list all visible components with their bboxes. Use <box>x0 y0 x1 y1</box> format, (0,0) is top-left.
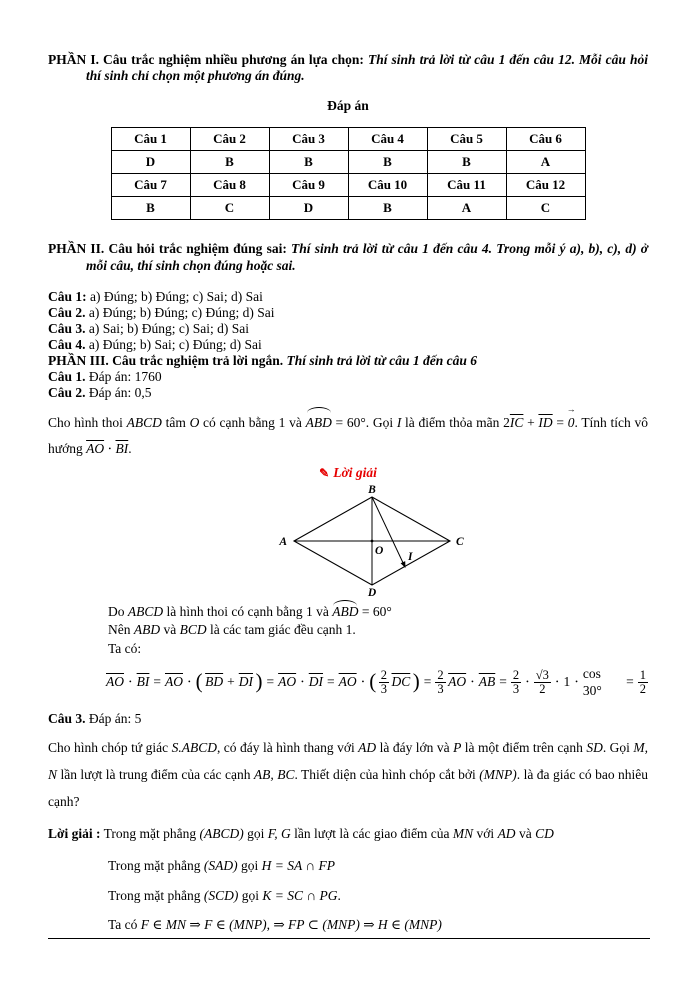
text-run: . là đa giác có bao nhiêu cạnh? <box>48 766 649 809</box>
pen-icon: ✎ <box>319 466 330 481</box>
vector-term: $\overline{AO}$ <box>278 674 297 690</box>
text-run: gọi <box>237 857 262 873</box>
math-var: ABCD <box>127 603 164 619</box>
equals-sign: = <box>266 674 275 690</box>
denominator: 3 <box>380 682 387 697</box>
equals-sign: = <box>423 674 432 690</box>
text-run: Cho hình chóp tứ giác <box>48 739 172 755</box>
denominator: 2 <box>639 682 646 697</box>
math-var: (MNP) <box>479 766 517 782</box>
math-expression: K = SC ∩ PG <box>262 887 338 903</box>
answer-cell: Câu 3 <box>269 128 348 151</box>
text-run: , có đáy là hình thang với <box>216 739 359 755</box>
table-row <box>111 174 585 197</box>
numerator: 2 <box>380 667 387 682</box>
question-label: Câu 3. <box>48 320 86 336</box>
math-var: MN <box>452 825 474 841</box>
vector-term: $\overline{BI}$ <box>136 674 150 690</box>
answer-cell: Câu 2 <box>190 128 269 151</box>
vector-term: $\overline{ID}$ <box>538 414 553 430</box>
left-paren: ( <box>195 669 203 694</box>
rhombus-figure-wrap <box>100 484 648 602</box>
part1-heading <box>48 52 648 85</box>
question-label: Câu 2. <box>48 304 86 320</box>
right-paren: ) <box>255 669 263 694</box>
answer-text: Đáp án: 5 <box>85 710 142 726</box>
math-var: AD <box>497 825 516 841</box>
part2-answer-line <box>48 337 648 353</box>
part1-heading-italic: Thí sinh trả lời từ câu 1 đến câu 12. Mỗi câu hỏi thí sinh chỉ chọn một phương án đúng. <box>86 52 648 84</box>
fraction <box>435 669 445 697</box>
answer-cell: Câu 7 <box>111 174 190 197</box>
equals-sign: = <box>327 674 335 690</box>
math-var: O <box>189 414 200 430</box>
solution-line-1 <box>108 603 648 622</box>
numerator: √3 <box>535 667 549 682</box>
part1-heading-bold: PHẦN I. Câu trắc nghiệm nhiều phương án lựa chọn: <box>48 52 368 67</box>
dot-operator: ⋅ <box>360 674 366 690</box>
numerator: 1 <box>639 667 646 682</box>
solution2-line-2 <box>108 856 648 877</box>
denominator: 2 <box>539 682 546 697</box>
vector-term: $\overline{DC}$ <box>391 674 411 690</box>
question-label: Câu 2. <box>48 384 86 400</box>
math-var: ABCD <box>126 414 162 430</box>
fraction <box>534 669 551 697</box>
answer-cell: C <box>506 197 585 220</box>
answer-cell: Câu 12 <box>506 174 585 197</box>
point-label-i: I <box>407 551 412 564</box>
solution-line-3 <box>108 640 648 659</box>
left-paren: ( <box>369 669 377 694</box>
question-label: Câu 3. <box>48 710 86 726</box>
text-run: Trong mặt phẳng <box>108 887 204 903</box>
vertex-label-a: A <box>278 536 287 549</box>
answer-cell: Câu 9 <box>269 174 348 197</box>
dot-operator: ⋅ <box>525 674 530 690</box>
vector-term: $\overline{AO}$ <box>338 674 357 690</box>
text-run: = 60° <box>358 603 392 619</box>
solution-heading <box>48 465 648 481</box>
answer-cell: Câu 10 <box>348 174 427 197</box>
text-run: , <box>266 917 274 933</box>
text-run: và <box>160 622 180 638</box>
answer-table <box>111 127 586 220</box>
text-run: . Thiết diện của hình chóp cắt bởi <box>294 766 480 782</box>
math-var: (ABCD) <box>199 825 244 841</box>
answer-cell: B <box>427 151 506 174</box>
text-run: lần lượt là trung điểm của các cạnh <box>57 766 254 782</box>
fraction <box>379 669 389 697</box>
math-expression: F ∈ MN ⇒ F ∈ (MNP) <box>140 917 267 933</box>
math-var: S.ABCD <box>171 739 217 755</box>
answer-cell: D <box>111 151 190 174</box>
vertex-label-d: D <box>367 587 376 599</box>
answer-text: a) Sai; b) Đúng; c) Sai; d) Sai <box>85 320 249 336</box>
vertex-label-b: B <box>367 484 376 497</box>
angle-term: ABD <box>306 410 332 436</box>
text-run: có cạnh bằng 1 và <box>199 414 306 430</box>
dot-operator: ⋅ <box>470 674 475 690</box>
part2-answer-line <box>48 305 648 321</box>
answer-cell: Câu 1 <box>111 128 190 151</box>
vector-term: $\overline{AO}$ <box>448 674 467 690</box>
text-run: gọi <box>238 887 263 903</box>
table-row <box>111 197 585 220</box>
text-run: là đáy lớn và <box>376 739 454 755</box>
part2-heading-bold: PHẦN II. Câu hỏi trắc nghiệm đúng sai: <box>48 241 292 257</box>
part3-heading-bold: PHẦN III. Câu trắc nghiệm trả lời ngắn. <box>48 352 287 368</box>
denominator: 3 <box>437 682 444 697</box>
angle-term: ABD <box>332 603 358 622</box>
text-run: . Gọi <box>602 739 634 755</box>
footer-divider <box>48 938 650 939</box>
dot-operator: ⋅ <box>187 674 192 690</box>
math-expression: H = SA ∩ FP <box>261 857 336 873</box>
table-row <box>111 128 585 151</box>
plus-sign: + <box>227 674 235 690</box>
text-run: Ta có: <box>108 640 142 656</box>
vector-term: $\overline{DI}$ <box>308 674 323 690</box>
vertex-label-c: C <box>455 536 464 549</box>
dot-operator: ⋅ <box>300 674 305 690</box>
math-var: P <box>453 739 462 755</box>
text-run: là hình thoi có cạnh bằng 1 và <box>163 603 333 619</box>
rhombus-figure <box>262 484 487 598</box>
vector-equation <box>106 666 648 698</box>
vector-term: $\overline{AO}$ <box>106 674 124 690</box>
part3-q3-line <box>48 711 648 727</box>
answer-text: a) Đúng; b) Đúng; c) Đúng; d) Sai <box>85 304 275 320</box>
part3-heading-italic: Thí sinh trả lời từ câu 1 đến câu 6 <box>286 352 477 368</box>
math-var: BCD <box>179 622 207 638</box>
text-run: Nên <box>108 622 134 638</box>
dot-operator: ⋅ <box>128 674 133 690</box>
math-var: AB, BC <box>253 766 295 782</box>
part3-q2-line <box>48 385 648 401</box>
answer-cell: B <box>111 197 190 220</box>
answer-cell: D <box>269 197 348 220</box>
text-run: ⋅ <box>104 440 116 456</box>
solution2-line-3 <box>108 886 648 907</box>
answer-cell: A <box>506 151 585 174</box>
math-var: SD <box>586 739 603 755</box>
text-run: Ta có <box>108 917 141 933</box>
part2-heading-italic: Thí sinh trả lời từ câu 1 đến câu 4. Trong mỗi ý a), b), c), d) ở mỗi câu, thí sinh chọn đúng hoặc sai. <box>86 241 648 273</box>
right-paren: ) <box>412 669 420 694</box>
equals-sign: = <box>626 674 634 690</box>
answer-cell: Câu 5 <box>427 128 506 151</box>
answer-text: Đáp án: 1760 <box>85 368 162 384</box>
math-var: CD <box>535 825 554 841</box>
answer-cell: C <box>190 197 269 220</box>
text-run: tâm <box>161 414 190 430</box>
answer-cell: Câu 4 <box>348 128 427 151</box>
problem-rhombus-statement <box>48 410 648 463</box>
text-run: = 60°. Gọi <box>331 414 397 430</box>
answer-text: Đáp án: 0,5 <box>85 384 152 400</box>
text-run: lần lượt là các giao điểm của <box>290 825 453 841</box>
text-run: là các tam giác đều cạnh 1. <box>206 622 356 638</box>
cosine-term: cos 30° <box>582 666 602 698</box>
center-label-o: O <box>374 545 383 558</box>
part2-answer-line <box>48 321 648 337</box>
text-run: là một điểm trên cạnh <box>461 739 587 755</box>
question-label: Câu 1. <box>48 368 86 384</box>
fraction <box>638 669 648 697</box>
vector-term: $\overline{AO}$ <box>165 674 183 690</box>
math-var: (SCD) <box>203 887 239 903</box>
question-label: Câu 4. <box>48 336 86 352</box>
dot-operator: ⋅ <box>574 674 579 690</box>
equals-sign: = <box>153 674 161 690</box>
math-expression: ⇒ FP ⊂ (MNP) ⇒ H ∈ (MNP) <box>273 917 442 933</box>
vector-term: $\overline{IC}$ <box>509 414 524 430</box>
fraction <box>511 669 521 697</box>
numerator: 2 <box>437 667 444 682</box>
question-label: Câu 1: <box>48 289 87 305</box>
part2-answer-line <box>48 289 648 305</box>
text-run: . Tính tích vô hướng <box>48 414 648 456</box>
answer-cell: B <box>190 151 269 174</box>
equals-sign: = <box>499 674 507 690</box>
text-run: . <box>128 440 132 456</box>
part3-heading <box>48 353 648 369</box>
answer-cell: Câu 6 <box>506 128 585 151</box>
problem-pyramid-statement <box>48 734 648 815</box>
answer-cell: Câu 11 <box>427 174 506 197</box>
solution-label: Lời giải : <box>48 825 101 841</box>
text-run: với <box>473 825 498 841</box>
solution-line-2 <box>108 621 648 640</box>
math-var: I <box>396 414 402 430</box>
answer-cell: B <box>348 151 427 174</box>
text-run: và <box>515 825 536 841</box>
text-run: Trong mặt phẳng <box>100 825 200 841</box>
text-run: Cho hình thoi <box>48 414 127 430</box>
solution-heading-text: Lời giải <box>333 465 377 481</box>
text-run: là điểm thỏa mãn 2 <box>401 414 510 430</box>
vector-term: $\overline{BI}$ <box>115 440 129 456</box>
vector-term: $\overline{BD}$ <box>205 674 224 690</box>
answer-key-title: Đáp án <box>327 97 369 113</box>
answer-cell: B <box>348 197 427 220</box>
solution2-line-4 <box>108 915 648 936</box>
text-run: Do <box>108 603 128 619</box>
math-var: F, G <box>267 825 291 841</box>
math-var: M, N <box>48 739 648 782</box>
text-run: gọi <box>243 825 268 841</box>
number-one: 1 <box>563 674 571 690</box>
answer-text: a) Đúng; b) Đúng; c) Sai; d) Sai <box>86 289 263 305</box>
answer-cell: Câu 8 <box>190 174 269 197</box>
table-row <box>111 151 585 174</box>
vector-term: $\overline{AB}$ <box>478 674 496 690</box>
numerator: 2 <box>512 667 520 682</box>
part2-heading <box>48 241 648 274</box>
text-run: = <box>552 414 568 430</box>
math-var: (SAD) <box>203 857 238 873</box>
answer-cell: B <box>269 151 348 174</box>
vector-term: $\overline{AO}$ <box>86 440 105 456</box>
dot-operator: ⋅ <box>554 674 560 690</box>
answer-cell: A <box>427 197 506 220</box>
vector-term: $\overline{DI}$ <box>238 674 253 690</box>
part2-answers <box>48 289 648 400</box>
text-run: Trong mặt phẳng <box>108 857 204 873</box>
solution2-line-1 <box>48 821 648 847</box>
denominator: 3 <box>512 682 520 697</box>
part3-q1-line <box>48 369 648 385</box>
text-run: + <box>523 414 539 430</box>
math-var: ABD <box>133 622 161 638</box>
text-run: . <box>337 887 341 903</box>
zero-vector: 0 → <box>568 410 575 436</box>
answer-text: a) Đúng; b) Sai; c) Đúng; d) Sai <box>85 336 262 352</box>
math-var: AD <box>358 739 377 755</box>
